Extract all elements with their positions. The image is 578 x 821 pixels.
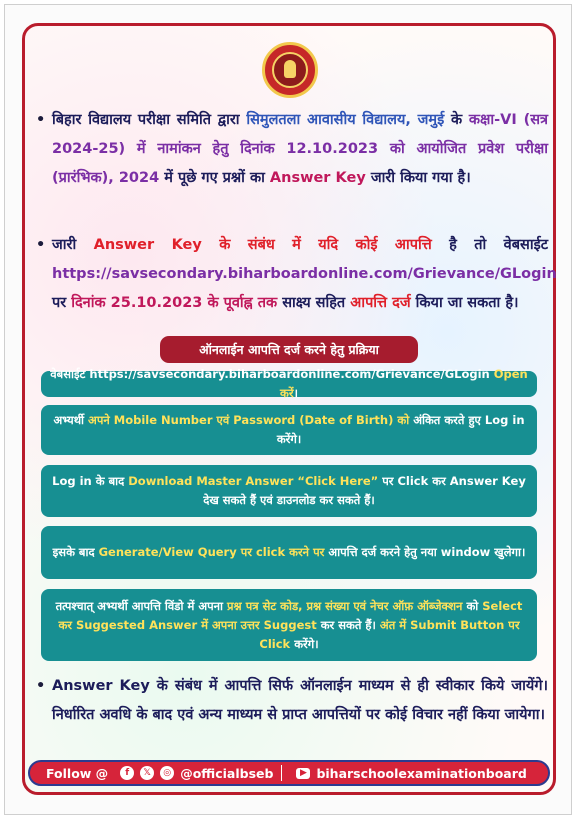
step-5: तत्पश्चात् अभ्यर्थी आपत्ति विंडो में अपना प्रश्न पत्र सेट कोड, प्रश्न संख्या एवं नेचर ऑफ़ ऑब्जेक्शन को Select कर Suggested Answer में अपना उत्तर Suggest कर सकते हैं। अंत में Submit Button पर Click करेंगे।	[41, 589, 537, 661]
notice-paragraph-1: • बिहार विद्यालय परीक्षा समिति द्वारा सिमुलतला आवासीय विद्यालय, जमुई के कक्षा-VI (सत्र 2024-25) में नामांकन हेतु दिनांक 12.10.2023 को आयोजित प्रवेश परीक्षा (प्रारंभिक), 2024 में पूछे गए प्रश्नों का Answer Key जारी किया गया है।	[36, 106, 548, 193]
emblem-icon	[272, 52, 308, 88]
bullet: •	[36, 112, 46, 128]
deadline-date: दिनांक 25.10.2023 के पूर्वाह्न तक	[71, 295, 278, 311]
follow-label: Follow @	[46, 765, 109, 781]
answer-key-label: Answer Key	[269, 170, 366, 186]
grievance-link[interactable]: https://savsecondary.biharboardonline.com/Grievance/GLogin	[52, 266, 557, 282]
procedure-heading: ऑनलाईन आपत्ति दर्ज करने हेतु प्रक्रिया	[160, 336, 418, 363]
youtube-icon[interactable]: ▶	[296, 768, 310, 779]
youtube-channel[interactable]: biharschoolexaminationboard	[316, 765, 527, 781]
exam-details: कक्षा-VI (सत्र 2024-25) में नामांकन हेतु दिनांक 12.10.2023 को आयोजित प्रवेश परीक्षा (प्रारंभिक), 2024	[52, 112, 549, 186]
notice-paragraph-3: • Answer Key के संबंध में आपत्ति सिर्फ ऑनलाईन माध्यम से ही स्वीकार किये जायेंगे। निर्धारित अवधि के बाद एवं अन्य माध्यम से प्राप्त आपत्तियों पर कोई विचार नहीं किया जायेगा।	[36, 678, 548, 723]
notice-paragraph-2: • जारी Answer Key के संबंध में यदि कोई आपत्ति है तो वेबसाईट https://savsecondary.biharboardonline.com/Grievance/GLogin पर दिनांक 25.10.2023 के पूर्वाह्न तक साक्ष्य सहित आपत्ति दर्ज किया जा सकता है।	[36, 237, 557, 311]
step-1: वेबसाईट https://savsecondary.biharboardonline.com/Grievance/GLogin Open करें।	[41, 371, 537, 397]
x-icon[interactable]: 𝕏	[140, 766, 154, 780]
school-name: सिमुलतला आवासीय विद्यालय, जमुई	[246, 112, 445, 128]
step-3: Log in के बाद Download Master Answer “Click Here” पर Click कर Answer Key देख सकते हैं एवं डाउनलोड कर सकते हैं।	[41, 465, 537, 517]
step-4: इसके बाद Generate/View Query पर click करने पर आपत्ति दर्ज करने हेतु नया window खुलेगा।	[41, 526, 537, 579]
step-2: अभ्यर्थी अपने Mobile Number एवं Password (Date of Birth) को अंकित करते हुए Log in करेंगे।	[41, 405, 537, 455]
facebook-icon[interactable]: f	[120, 766, 134, 780]
divider	[281, 765, 282, 781]
instagram-icon[interactable]: ◎	[160, 766, 174, 780]
social-footer	[28, 760, 550, 786]
bseb-logo	[262, 42, 318, 98]
social-handle[interactable]: @officialbseb	[180, 765, 274, 781]
